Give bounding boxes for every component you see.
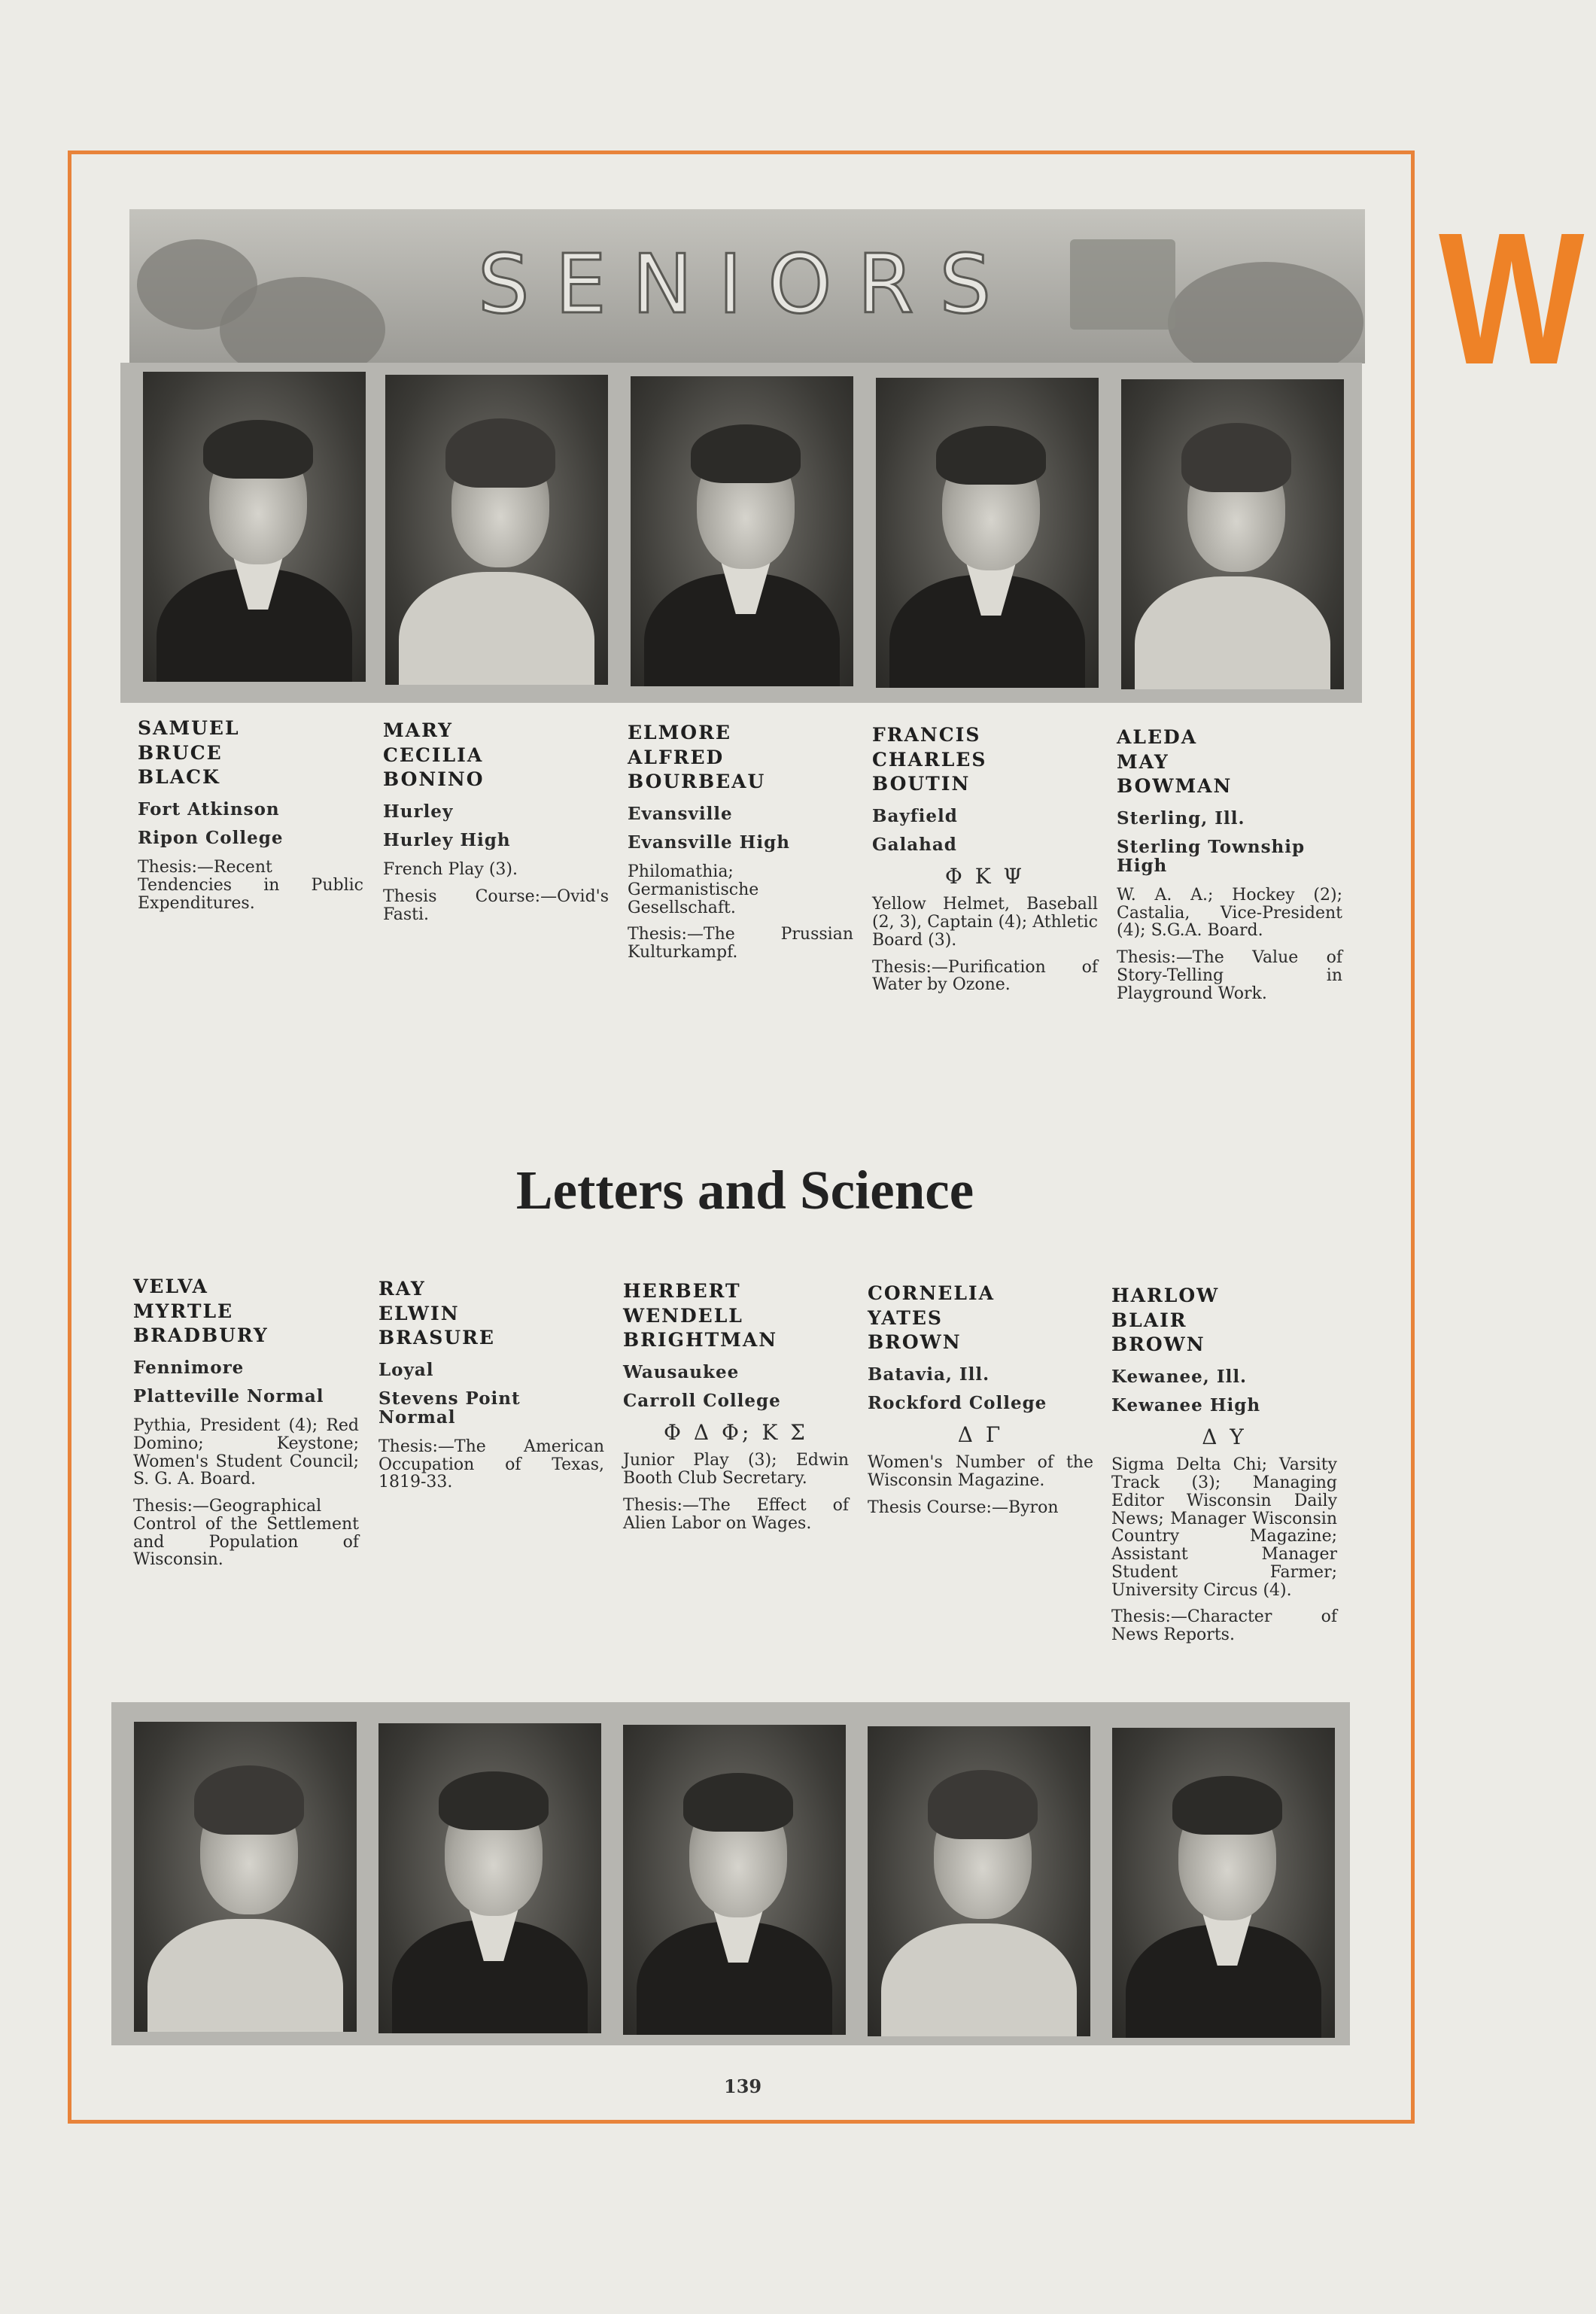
student-entry xyxy=(378,1277,604,1501)
hometown: Batavia, Ill. xyxy=(868,1364,990,1385)
portrait-photo xyxy=(143,372,366,682)
banner-title: SENIORS xyxy=(477,238,1017,332)
student-entry xyxy=(628,721,853,971)
portrait-photo xyxy=(623,1725,846,2035)
previous-school: Stevens Point Normal xyxy=(378,1388,521,1428)
student-entry xyxy=(1111,1284,1337,1653)
portrait-photo xyxy=(1121,379,1344,689)
activities: Yellow Helmet, Baseball (2, 3), Captain (4); Athletic Board (3). xyxy=(872,895,1098,950)
student-name: FRANCIS CHARLES BOUTIN xyxy=(872,724,987,795)
student-entry xyxy=(383,719,609,932)
hometown: Bayfield xyxy=(872,805,958,826)
section-title: Letters and Science xyxy=(515,1160,974,1221)
thesis: Thesis:—The Effect of Alien Labor on Wages. xyxy=(623,1495,849,1533)
portrait-photo xyxy=(1112,1728,1335,2038)
thesis: Thesis:—Character of News Reports. xyxy=(1111,1607,1337,1645)
previous-school: Evansville High xyxy=(628,832,790,853)
greek-letters: Δ Γ xyxy=(957,1422,1004,1448)
student-name: MARY CECILIA BONINO xyxy=(383,719,485,790)
student-entry xyxy=(872,723,1098,1003)
student-name: CORNELIA YATES BROWN xyxy=(868,1282,996,1353)
greek-letters: Δ Υ xyxy=(1202,1425,1247,1450)
hometown: Hurley xyxy=(383,801,454,822)
greek-letters: Φ Δ Φ; Κ Σ xyxy=(664,1420,808,1446)
previous-school: Rockford College xyxy=(868,1393,1047,1414)
thesis: Thesis Course:—Ovid's Fasti. xyxy=(383,886,609,924)
previous-school: Hurley High xyxy=(383,830,511,851)
thesis: Thesis:—The American Occupation of Texas, 1819-33. xyxy=(378,1437,604,1492)
student-name: ELMORE ALFRED BOURBEAU xyxy=(628,722,766,792)
student-entry xyxy=(1117,725,1342,1011)
thesis: Thesis Course:—Byron xyxy=(868,1498,1059,1517)
previous-school: Sterling Township High xyxy=(1117,837,1306,877)
thesis: Thesis:—The Value of Story-Telling in Playground Work. xyxy=(1117,948,1342,1003)
student-name: VELVA MYRTLE BRADBURY xyxy=(133,1276,269,1346)
student-entry xyxy=(623,1279,849,1541)
student-entry xyxy=(868,1282,1093,1526)
greek-letters: Φ Κ Ψ xyxy=(944,864,1026,889)
hometown: Fennimore xyxy=(133,1357,245,1378)
previous-school: Kewanee High xyxy=(1111,1395,1261,1416)
activities: Women's Number of the Wisconsin Magazine. xyxy=(868,1453,1093,1491)
top-photo-strip xyxy=(120,363,1362,703)
hometown: Sterling, Ill. xyxy=(1117,807,1245,829)
activities: Pythia, President (4); Red Domino; Keystone; Women's Student Council; S. G. A. Board. xyxy=(133,1416,359,1489)
student-name: HERBERT WENDELL BRIGHTMAN xyxy=(623,1280,778,1351)
page-number: 139 xyxy=(724,2075,762,2097)
student-name: HARLOW BLAIR BROWN xyxy=(1111,1285,1220,1355)
seniors-banner xyxy=(129,209,1365,363)
activities: Philomathia; Germanistische Gesellschaft. xyxy=(628,862,759,917)
thesis: Thesis:—Geographical Control of the Settlement and Population of Wisconsin. xyxy=(133,1497,359,1570)
bottom-photo-strip xyxy=(111,1702,1350,2045)
hometown: Kewanee, Ill. xyxy=(1111,1366,1248,1387)
portrait-photo xyxy=(876,378,1099,688)
previous-school: Carroll College xyxy=(623,1391,781,1412)
hometown: Wausaukee xyxy=(623,1361,740,1382)
thesis: Thesis:—Purification of Water by Ozone. xyxy=(872,957,1098,995)
previous-school: Galahad xyxy=(872,835,957,856)
student-name: SAMUEL BRUCE BLACK xyxy=(138,717,240,788)
previous-school: Platteville Normal xyxy=(133,1386,324,1407)
portrait-photo xyxy=(134,1722,357,2032)
hometown: Evansville xyxy=(628,803,733,824)
portrait-photo xyxy=(868,1726,1090,2036)
hometown: Fort Atkinson xyxy=(138,798,280,819)
side-letter: W xyxy=(1439,193,1585,403)
activities: Sigma Delta Chi; Varsity Track (3); Managing Editor Wisconsin Daily News; Manager Wisconsin Country Magazine; Assistant Manager Student Farmer; University Circus (4). xyxy=(1111,1455,1337,1600)
hometown: Loyal xyxy=(378,1359,434,1380)
activities: W. A. A.; Hockey (2); Castalia, Vice-President (4); S.G.A. Board. xyxy=(1117,885,1342,941)
thesis: Thesis:—The Prussian Kulturkampf. xyxy=(628,925,853,962)
activities: French Play (3). xyxy=(383,860,518,880)
activities: Thesis:—Recent Tendencies in Public Expenditures. xyxy=(138,858,363,913)
previous-school: Ripon College xyxy=(138,828,284,849)
portrait-photo xyxy=(385,375,608,685)
student-name: ALEDA MAY BOWMAN xyxy=(1117,726,1233,797)
student-entry xyxy=(138,716,363,921)
portrait-photo xyxy=(631,376,853,686)
student-name: RAY ELWIN BRASURE xyxy=(378,1278,495,1349)
portrait-photo xyxy=(378,1723,601,2033)
student-entry xyxy=(133,1275,359,1578)
activities: Junior Play (3); Edwin Booth Club Secretary. xyxy=(623,1451,849,1488)
